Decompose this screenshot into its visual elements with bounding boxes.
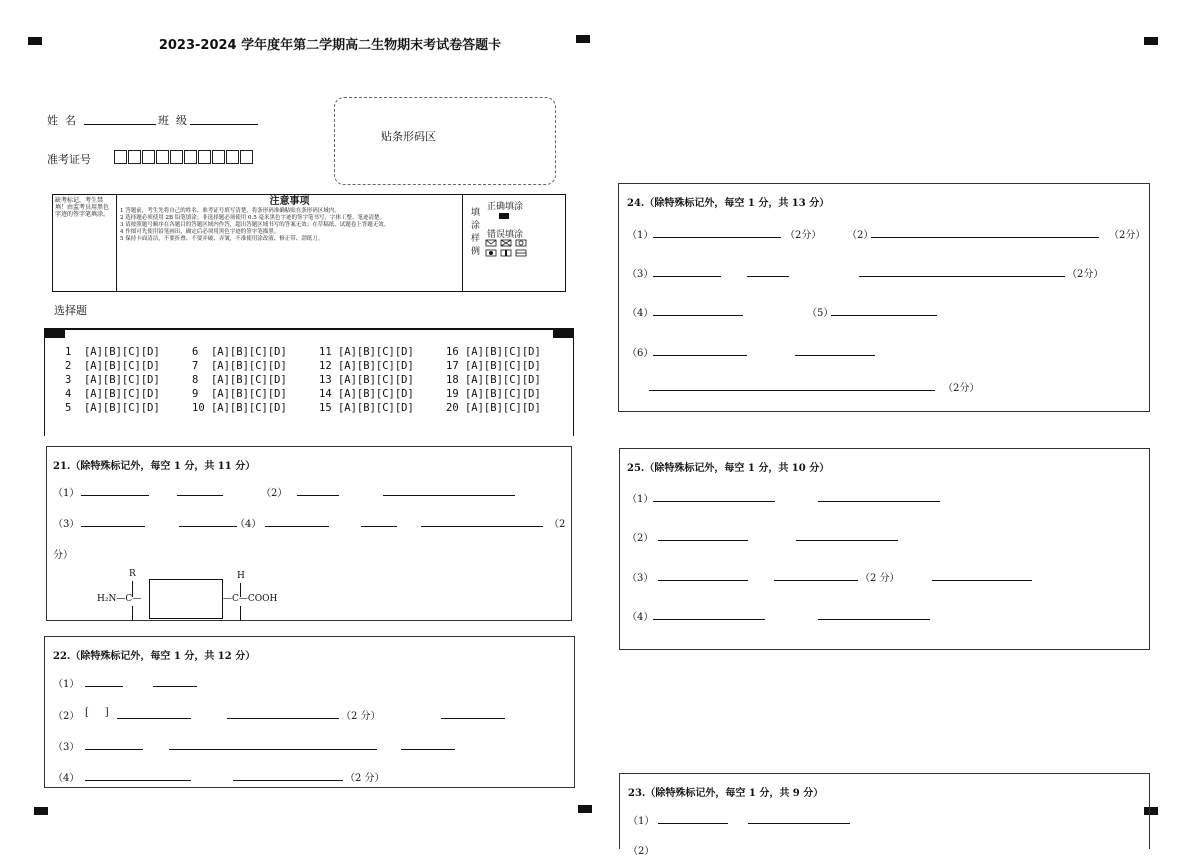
points-label: （2 xyxy=(549,519,566,530)
name-field[interactable] xyxy=(84,124,156,125)
points-label: （2分） xyxy=(943,383,980,394)
mc-question[interactable]: 7 [A][B][C][D] xyxy=(192,360,287,372)
mc-question[interactable]: 14 [A][B][C][D] xyxy=(319,388,414,400)
part-label: （4） xyxy=(53,773,80,784)
points-label: （2分） xyxy=(1067,269,1104,280)
class-field[interactable] xyxy=(190,124,258,125)
mc-question[interactable]: 18 [A][B][C][D] xyxy=(446,374,541,386)
part-label: （5） xyxy=(807,308,834,319)
answer-line[interactable] xyxy=(401,749,455,750)
answer-line[interactable] xyxy=(653,315,743,316)
part-label: （3） xyxy=(53,742,80,753)
name-label: 姓 名 xyxy=(47,114,76,127)
part-label: （4） xyxy=(627,308,654,319)
chem-r-label: R xyxy=(129,569,136,579)
barcode-area xyxy=(334,97,556,185)
notes-heading: 注意事项 xyxy=(269,196,310,207)
question-25-header: 25.（除特殊标记外，每空 1 分，共 10 分） xyxy=(627,463,830,474)
answer-line[interactable] xyxy=(653,237,781,238)
answer-line[interactable] xyxy=(179,526,237,527)
mc-question[interactable]: 15 [A][B][C][D] xyxy=(319,402,414,414)
mc-question[interactable]: 4 [A][B][C][D] xyxy=(65,388,160,400)
registration-mark xyxy=(578,805,592,813)
registration-mark xyxy=(45,328,65,338)
answer-line[interactable] xyxy=(85,686,123,687)
points-label: （2 分） xyxy=(341,711,381,722)
part-label: （1） xyxy=(628,816,655,827)
notes-item: 4 作图可先使用铅笔画出，确定后必须用黑色字迹的签字笔描黑。 xyxy=(120,229,280,235)
answer-line[interactable] xyxy=(932,580,1032,581)
answer-line[interactable] xyxy=(818,501,940,502)
points-label: （2 分） xyxy=(860,573,900,584)
question-24-box xyxy=(618,183,1150,412)
answer-line[interactable] xyxy=(227,718,339,719)
answer-line[interactable] xyxy=(658,823,728,824)
registration-mark xyxy=(34,807,48,815)
part-label: （4） xyxy=(235,519,262,530)
mc-question[interactable]: 2 [A][B][C][D] xyxy=(65,360,160,372)
answer-line[interactable] xyxy=(153,686,197,687)
fill-example xyxy=(463,195,565,291)
part-label: （2） xyxy=(53,711,80,722)
mc-question[interactable]: 1 [A][B][C][D] xyxy=(65,346,160,358)
answer-line[interactable] xyxy=(831,315,937,316)
part-label: （2） xyxy=(261,488,288,499)
question-23-header: 23.（除特殊标记外，每空 1 分，共 9 分） xyxy=(628,788,824,799)
mc-question[interactable]: 5 [A][B][C][D] xyxy=(65,402,160,414)
question-22-box xyxy=(44,636,575,788)
answer-line[interactable] xyxy=(818,619,930,620)
mc-question[interactable]: 20 [A][B][C][D] xyxy=(446,402,541,414)
wrong-fill-label: 错误填涂 xyxy=(487,230,524,240)
part-label: （3） xyxy=(627,269,654,280)
id-label: 准考证号 xyxy=(47,153,91,166)
correct-fill-icon xyxy=(499,213,509,219)
notes-item: 3 请按照题号顺序在各题目的答题区域内作答，超出答题区域书写的答案无效；在草稿纸、试题卷上答题无效。 xyxy=(120,222,390,228)
mc-question[interactable]: 13 [A][B][C][D] xyxy=(319,374,414,386)
part-label: （3） xyxy=(53,519,80,530)
question-23-box xyxy=(619,773,1150,857)
part-label: （1） xyxy=(627,494,654,505)
mc-question[interactable]: 10 [A][B][C][D] xyxy=(192,402,287,414)
part-label: （1） xyxy=(627,230,654,241)
chem-bond xyxy=(132,606,133,620)
part-label: （1） xyxy=(53,679,80,690)
question-25-box xyxy=(619,448,1150,650)
answer-line[interactable] xyxy=(859,276,1065,277)
part-label: （4） xyxy=(627,612,654,623)
mc-question[interactable]: 16 [A][B][C][D] xyxy=(446,346,541,358)
question-24-header: 24.（除特殊标记外，每空 1 分，共 13 分） xyxy=(627,198,830,209)
answer-line[interactable] xyxy=(81,495,149,496)
answer-line[interactable] xyxy=(85,780,191,781)
barcode-label: 贴条形码区 xyxy=(381,130,436,143)
points-label: （2 分） xyxy=(345,773,385,784)
answer-line[interactable] xyxy=(653,501,775,502)
chem-left-group: H₂N—C— xyxy=(97,594,142,604)
answer-line[interactable] xyxy=(85,749,143,750)
chem-blank-box[interactable] xyxy=(149,579,223,619)
answer-line[interactable] xyxy=(177,495,223,496)
mc-grid xyxy=(65,346,573,414)
answer-line[interactable] xyxy=(748,823,850,824)
question-21-header: 21.（除特殊标记外，每空 1 分，共 11 分） xyxy=(53,461,256,472)
chem-right-group: —C—COOH xyxy=(223,594,278,604)
answer-line[interactable] xyxy=(441,718,505,719)
answer-line[interactable] xyxy=(383,495,515,496)
registration-mark xyxy=(28,37,42,45)
mc-label: 选择题 xyxy=(54,304,87,317)
mc-question[interactable]: 11 [A][B][C][D] xyxy=(319,346,414,358)
answer-line[interactable] xyxy=(658,580,748,581)
id-number-boxes[interactable] xyxy=(114,150,254,164)
answer-line[interactable] xyxy=(653,276,721,277)
notes-content xyxy=(117,195,463,291)
mc-question[interactable]: 3 [A][B][C][D] xyxy=(65,374,160,386)
notes-item: 1 答题前，考生先将自己的姓名、准考证号填写清楚，将条形码准确粘贴在条形码区域内。 xyxy=(120,208,340,214)
points-label: （2分） xyxy=(785,230,822,241)
question-21-box xyxy=(46,446,572,621)
registration-mark xyxy=(553,328,573,338)
mc-question[interactable]: 12 [A][B][C][D] xyxy=(319,360,414,372)
chem-h-label: H xyxy=(237,571,245,581)
question-22-header: 22.（除特殊标记外，每空 1 分，共 12 分） xyxy=(53,651,256,662)
registration-mark xyxy=(576,35,590,43)
answer-line[interactable] xyxy=(653,619,765,620)
part-label: （3） xyxy=(627,573,654,584)
answer-line[interactable] xyxy=(795,355,875,356)
answer-line[interactable] xyxy=(747,276,789,277)
wrong-fill-icons xyxy=(485,239,529,259)
answer-line[interactable] xyxy=(233,780,343,781)
part-label: （6） xyxy=(627,348,654,359)
mc-answer-area xyxy=(44,328,574,436)
answer-line[interactable] xyxy=(774,580,858,581)
answer-line[interactable] xyxy=(169,749,377,750)
part-label: （2） xyxy=(628,846,655,857)
mc-question[interactable]: 8 [A][B][C][D] xyxy=(192,374,287,386)
answer-line[interactable] xyxy=(871,237,1099,238)
answer-line[interactable] xyxy=(421,526,543,527)
bracket-blank[interactable]: [ ] xyxy=(85,707,109,718)
class-label: 班 级 xyxy=(158,114,187,127)
notes-panel xyxy=(52,194,566,292)
missing-exam-note: 缺考标记，考生禁填！由监考员用黑色字迹的签字笔填涂。 xyxy=(53,195,117,291)
answer-line[interactable] xyxy=(265,526,329,527)
part-label: （1） xyxy=(53,488,80,499)
answer-line[interactable] xyxy=(117,718,191,719)
answer-line[interactable] xyxy=(653,355,747,356)
registration-mark xyxy=(1144,37,1158,45)
chem-bond xyxy=(240,606,241,620)
answer-line[interactable] xyxy=(81,526,145,527)
answer-line[interactable] xyxy=(649,390,935,391)
mc-question[interactable]: 17 [A][B][C][D] xyxy=(446,360,541,372)
answer-line[interactable] xyxy=(297,495,339,496)
page-title: 2023-2024 学年度年第二学期高二生物期末考试卷答题卡 xyxy=(158,38,502,53)
points-label: 分） xyxy=(53,550,73,561)
answer-line[interactable] xyxy=(658,540,748,541)
notes-item: 5 保持卡面清洁，不要折叠、不要弄破、弄皱，不准使用涂改液、修正带、刮纸刀。 xyxy=(120,236,324,242)
answer-line[interactable] xyxy=(361,526,397,527)
fill-example-label: 填涂样例 xyxy=(471,208,481,257)
mc-question[interactable]: 9 [A][B][C][D] xyxy=(192,388,287,400)
points-label: （2分） xyxy=(1109,230,1146,241)
mc-question[interactable]: 6 [A][B][C][D] xyxy=(192,346,287,358)
answer-line[interactable] xyxy=(796,540,898,541)
mc-question[interactable]: 19 [A][B][C][D] xyxy=(446,388,541,400)
part-label: （2） xyxy=(627,533,654,544)
correct-fill-label: 正确填涂 xyxy=(487,202,524,212)
part-label: （2） xyxy=(847,230,874,241)
notes-item: 2 选择题必须使用 2B 铅笔填涂；非选择题必须使用 0.5 毫米黑色字迹的签字笔书写，字体工整、笔迹清楚。 xyxy=(120,215,386,221)
